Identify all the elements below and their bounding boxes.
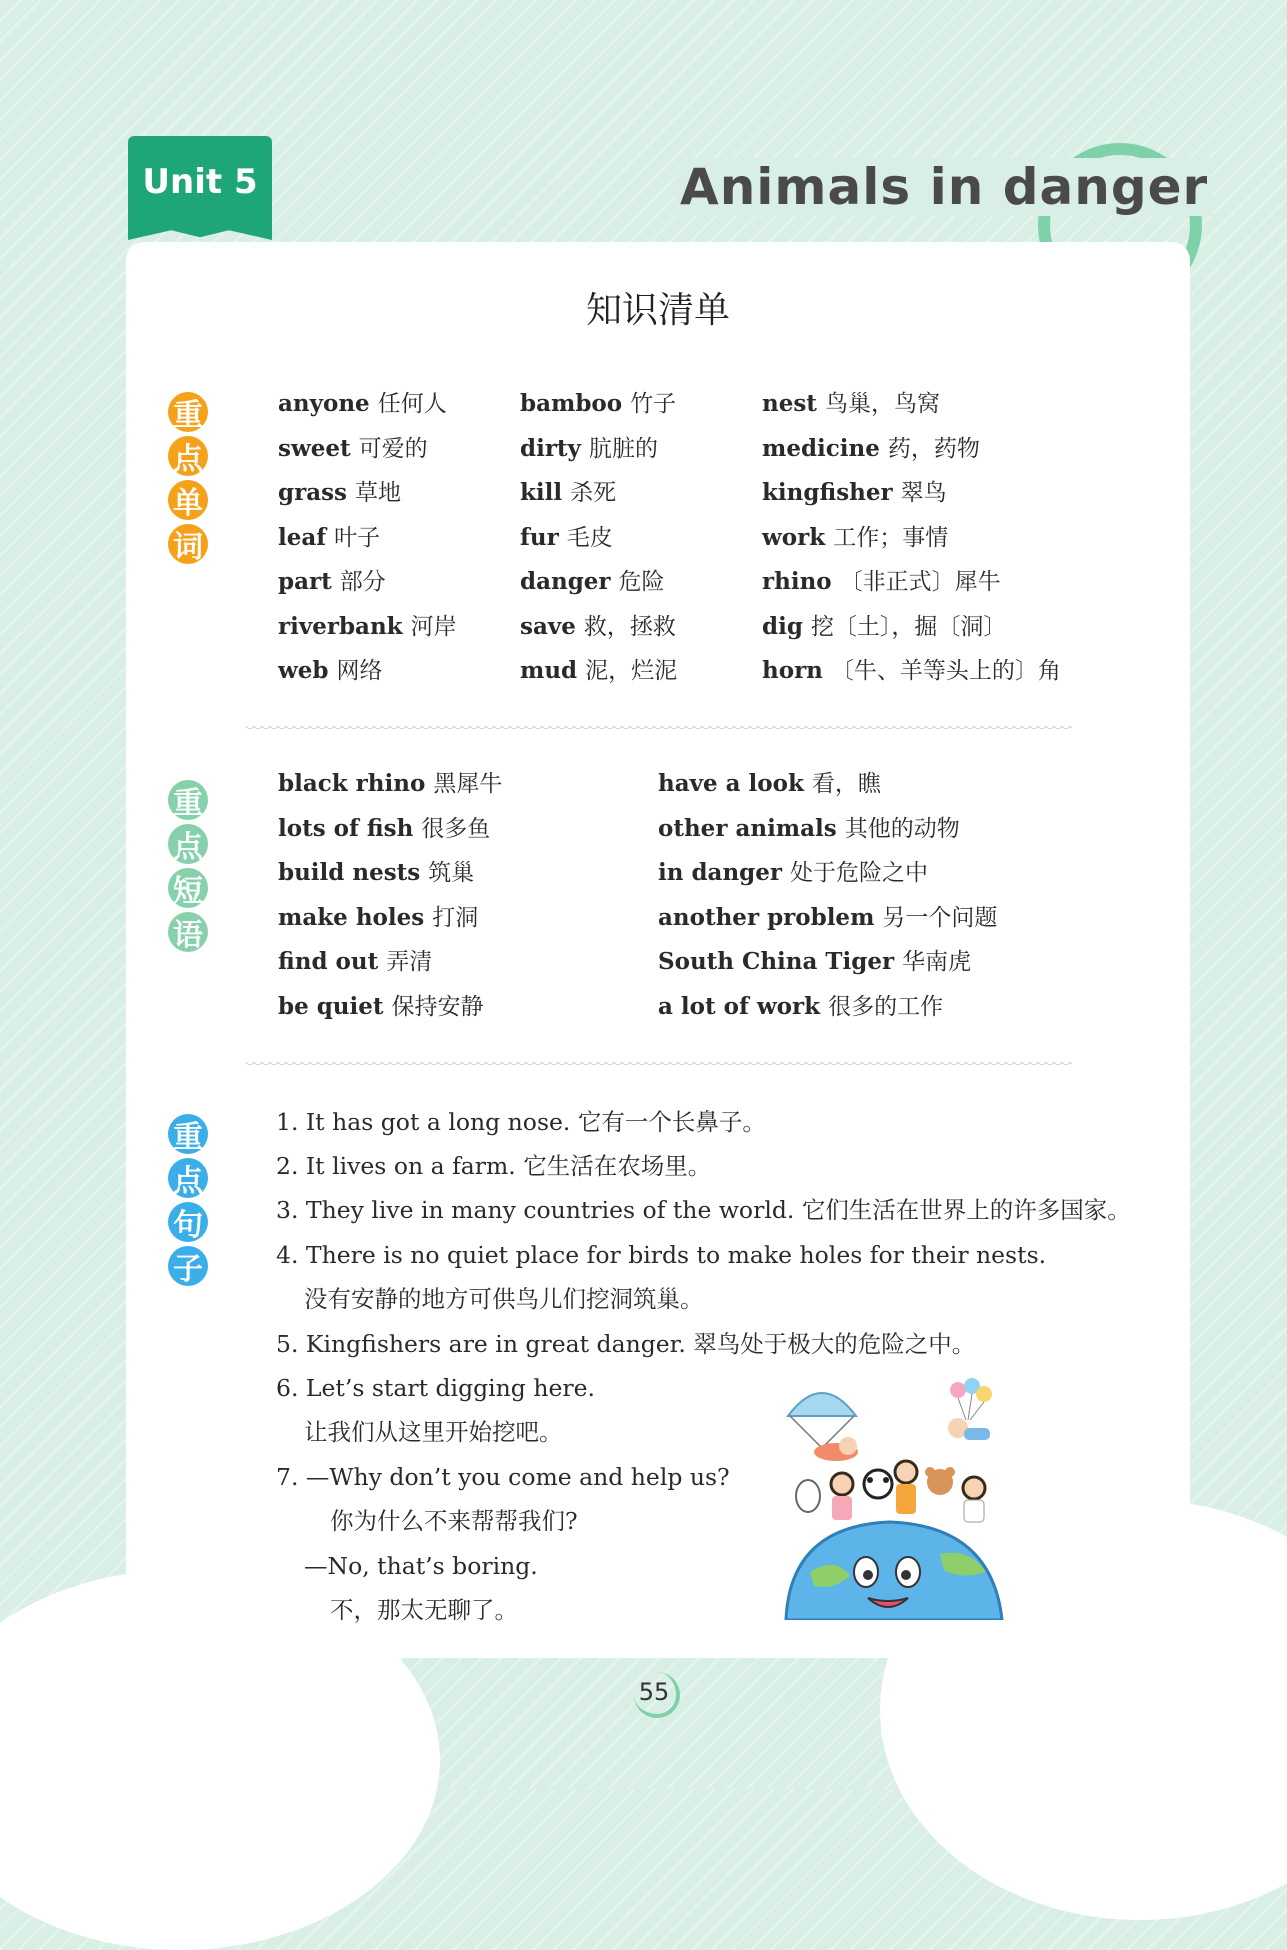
phrase-item xyxy=(658,807,997,852)
sentence-3: 3. They live in many countries of the world. 它们生活在世界上的许多国家。 xyxy=(276,1196,1131,1224)
word-en: kingfisher xyxy=(762,479,893,506)
phrase-cn: 另一个问题 xyxy=(882,904,998,931)
word-cn: 药，药物 xyxy=(887,435,980,462)
sentence-7-reply: —No, that’s boring. xyxy=(304,1552,538,1580)
word-cn: 网络 xyxy=(336,658,383,684)
sentence-6-translation: 让我们从这里开始挖吧。 xyxy=(304,1418,563,1446)
word-item xyxy=(278,605,457,650)
words-column-2 xyxy=(520,382,677,694)
label-char: 重 xyxy=(168,780,208,820)
word-en: leaf xyxy=(278,523,327,551)
label-char: 点 xyxy=(168,824,208,864)
phrase-item xyxy=(278,807,502,852)
word-en: dig xyxy=(762,612,803,640)
sentence-1: 1. It has got a long nose. 它有一个长鼻子。 xyxy=(276,1108,766,1136)
word-item xyxy=(762,605,1061,650)
phrase-item xyxy=(658,851,997,896)
label-char: 点 xyxy=(168,436,208,476)
phrase-cn: 看，瞧 xyxy=(811,771,881,797)
phrase-cn: 保持安静 xyxy=(391,993,484,1020)
word-en: horn xyxy=(762,657,823,684)
word-en: web xyxy=(278,657,329,684)
word-cn: 救，拯救 xyxy=(583,613,676,640)
word-cn: 工作；事情 xyxy=(833,524,949,551)
word-cn: 竹子 xyxy=(630,391,677,417)
word-item xyxy=(278,382,457,427)
word-cn: 杀死 xyxy=(570,480,617,506)
phrase-cn: 筑巢 xyxy=(428,860,475,886)
word-en: nest xyxy=(762,390,817,417)
label-char: 短 xyxy=(168,868,208,908)
word-item xyxy=(520,649,677,694)
label-char: 重 xyxy=(168,392,208,432)
phrase-cn: 黑犀牛 xyxy=(433,771,503,797)
word-cn: 河岸 xyxy=(410,613,457,640)
label-char: 子 xyxy=(168,1246,208,1286)
word-en: riverbank xyxy=(278,612,403,640)
word-item xyxy=(278,516,457,561)
word-cn: 翠鸟 xyxy=(900,480,947,506)
phrase-item xyxy=(658,762,997,807)
phrase-item xyxy=(278,762,502,807)
earth-icon xyxy=(786,1522,1002,1620)
word-item xyxy=(278,471,457,516)
label-char: 句 xyxy=(168,1202,208,1242)
phrase-en: build nests xyxy=(278,859,421,886)
words-column-3 xyxy=(762,382,1061,694)
word-cn: 肮脏的 xyxy=(588,435,658,462)
word-en: work xyxy=(762,523,826,551)
word-en: rhino xyxy=(762,568,832,595)
word-en: anyone xyxy=(278,390,370,417)
phrase-item xyxy=(278,896,502,941)
phrase-en: find out xyxy=(278,948,379,975)
phrase-en: a lot of work xyxy=(658,992,821,1020)
word-item xyxy=(762,649,1061,694)
word-cn: 泥，烂泥 xyxy=(585,658,678,684)
word-cn: 鸟巢，鸟窝 xyxy=(824,391,940,417)
word-cn: 叶子 xyxy=(334,524,381,551)
word-item xyxy=(520,382,677,427)
phrase-cn: 打洞 xyxy=(432,904,479,931)
key-words-label xyxy=(168,392,210,564)
word-cn: 草地 xyxy=(355,480,401,506)
word-en: part xyxy=(278,568,332,595)
word-cn: 毛皮 xyxy=(566,524,613,551)
sentence-7-reply-translation: 不，那太无聊了。 xyxy=(330,1596,518,1624)
word-cn: 〔非正式〕犀牛 xyxy=(839,569,1001,595)
word-en: sweet xyxy=(278,434,351,462)
sentence-6: 6. Let’s start digging here. xyxy=(276,1374,595,1402)
phrase-en: have a look xyxy=(658,770,804,797)
word-cn: 〔牛、羊等头上的〕角 xyxy=(830,658,1061,684)
phrase-cn: 华南虎 xyxy=(902,949,972,975)
phrase-en: another problem xyxy=(658,903,875,931)
label-char: 词 xyxy=(168,524,208,564)
phrase-en: South China Tiger xyxy=(658,948,895,975)
phrase-item xyxy=(658,940,997,985)
phrase-item xyxy=(278,985,502,1030)
sentence-5: 5. Kingfishers are in great danger. 翠鸟处于极大的危险之中。 xyxy=(276,1330,976,1358)
word-item xyxy=(762,382,1061,427)
word-en: kill xyxy=(520,479,563,506)
phrase-en: be quiet xyxy=(278,992,384,1020)
word-item xyxy=(762,560,1061,605)
phrase-en: other animals xyxy=(658,814,837,842)
phrases-column-2 xyxy=(658,762,997,1029)
earth-children-illustration xyxy=(780,1376,1020,1620)
card-title: 知识清单 xyxy=(585,290,730,331)
word-item xyxy=(762,471,1061,516)
sentence-4: 4. There is no quiet place for birds to make holes for their nests. xyxy=(276,1241,1047,1269)
word-item xyxy=(520,516,677,561)
word-item xyxy=(520,560,677,605)
word-cn: 危险 xyxy=(618,569,665,595)
word-item xyxy=(520,605,677,650)
children-animals-icon xyxy=(796,1461,985,1522)
phrase-en: in danger xyxy=(658,859,783,886)
word-en: dirty xyxy=(520,434,581,462)
parachute-icon xyxy=(788,1393,858,1461)
phrase-cn: 弄清 xyxy=(386,949,433,975)
phrase-en: lots of fish xyxy=(278,814,414,842)
word-cn: 可爱的 xyxy=(358,435,428,462)
page-number: 55 xyxy=(626,1668,682,1716)
phrase-en: black rhino xyxy=(278,770,426,797)
phrase-cn: 处于危险之中 xyxy=(790,860,929,886)
sentence-4-translation: 没有安静的地方可供鸟儿们挖洞筑巢。 xyxy=(304,1285,704,1313)
word-item xyxy=(278,560,457,605)
balloons-child-icon xyxy=(948,1378,992,1440)
sentence-7: 7. —Why don’t you come and help us? xyxy=(276,1463,730,1491)
word-en: danger xyxy=(520,568,611,595)
word-item xyxy=(762,427,1061,472)
word-en: grass xyxy=(278,479,347,506)
word-en: save xyxy=(520,612,576,640)
label-char: 语 xyxy=(168,912,208,952)
phrase-en: make holes xyxy=(278,903,425,931)
phrases-column-1 xyxy=(278,762,502,1029)
sentence-2: 2. It lives on a farm. 它生活在农场里。 xyxy=(276,1152,712,1180)
label-char: 点 xyxy=(168,1158,208,1198)
section-divider xyxy=(246,1060,1072,1068)
key-phrases-label xyxy=(168,780,210,952)
phrase-cn: 其他的动物 xyxy=(844,815,960,842)
word-item xyxy=(762,516,1061,561)
phrase-cn: 很多的工作 xyxy=(828,993,944,1020)
key-sentences-label xyxy=(168,1114,210,1286)
word-en: mud xyxy=(520,657,578,684)
label-char: 单 xyxy=(168,480,208,520)
words-column-1 xyxy=(278,382,457,694)
word-item xyxy=(520,471,677,516)
phrase-item xyxy=(658,896,997,941)
phrase-item xyxy=(278,940,502,985)
label-char: 重 xyxy=(168,1114,208,1154)
phrase-item xyxy=(658,985,997,1030)
word-cn: 部分 xyxy=(339,569,386,595)
word-cn: 挖〔土〕，掘〔洞〕 xyxy=(810,613,1007,640)
word-en: medicine xyxy=(762,434,880,462)
word-cn: 任何人 xyxy=(377,391,447,417)
word-en: bamboo xyxy=(520,390,623,417)
sentence-7-translation: 你为什么不来帮帮我们? xyxy=(330,1507,578,1535)
word-en: fur xyxy=(520,523,559,551)
word-item xyxy=(278,649,457,694)
word-item xyxy=(278,427,457,472)
word-item xyxy=(520,427,677,472)
unit-tag: Unit 5 xyxy=(128,136,272,228)
unit-title: Animals in danger xyxy=(676,158,1212,216)
phrase-item xyxy=(278,851,502,896)
section-divider xyxy=(246,724,1072,732)
phrase-cn: 很多鱼 xyxy=(421,815,491,842)
